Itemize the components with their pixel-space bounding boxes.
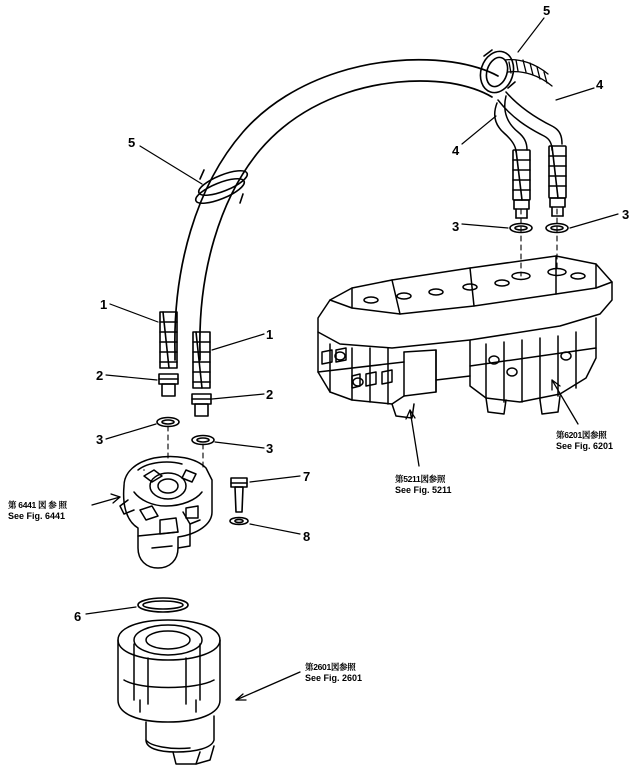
bolt-4-right: [549, 146, 566, 216]
pump-body: [120, 456, 212, 568]
reference-note-6201: [556, 430, 613, 452]
reference-arrows: [92, 380, 578, 700]
bolt-7: [231, 478, 247, 512]
leader-lines: [86, 18, 618, 614]
callout-4-right: 4: [596, 77, 604, 92]
callout-8: 8: [303, 529, 311, 544]
o-ring-6: [138, 598, 188, 612]
nut-left: [159, 374, 178, 396]
nut-right: [192, 394, 211, 416]
bolt-4-left: [513, 150, 530, 218]
reference-note-2601: [305, 662, 362, 684]
callout-4-left: 4: [452, 143, 460, 158]
o-ring-right-pair: [510, 224, 568, 233]
callout-6: 6: [74, 609, 82, 624]
callout-5-top: 5: [543, 3, 551, 18]
callout-2-left: 2: [96, 368, 104, 383]
washer-8: [230, 518, 248, 525]
reference-note-6441: [8, 500, 67, 522]
reference-note-2601-jp: 第2601図参照: [305, 662, 356, 672]
callout-2-right: 2: [266, 387, 274, 402]
assembly-centerlines: [521, 209, 557, 276]
reference-note-5211-en: See Fig. 5211: [395, 484, 452, 495]
hose-arc: [175, 60, 498, 360]
callout-3-right: 3: [622, 207, 630, 222]
reference-note-5211: [395, 474, 452, 496]
callout-3-lower-left: 3: [96, 432, 104, 447]
hose-branch: [495, 92, 562, 152]
reference-note-6201-en: See Fig. 6201: [556, 440, 614, 451]
callout-3-mid: 3: [452, 219, 460, 234]
callout-5-left: 5: [128, 135, 136, 150]
callout-1-right: 1: [266, 327, 274, 342]
callout-3-lower-right: 3: [266, 441, 274, 456]
callout-1-left: 1: [100, 297, 108, 312]
o-ring-left-lower: [192, 436, 214, 445]
tube-right: [193, 332, 210, 388]
corrugated-hose: [505, 60, 552, 86]
callout-7: 7: [303, 469, 311, 484]
reference-note-5211-jp: 第5211図参照: [395, 474, 446, 484]
o-ring-left-upper: [157, 418, 179, 427]
reference-note-2601-en: See Fig. 2601: [305, 672, 363, 683]
control-valve-assembly: [144, 256, 612, 470]
reference-note-6441-jp: 第 6441 図 参 照: [8, 500, 67, 510]
reference-note-6201-jp: 第6201図参照: [556, 430, 607, 440]
reference-note-6441-en: See Fig. 6441: [8, 510, 66, 521]
lower-housing: [118, 620, 220, 764]
left-centerlines: [168, 426, 203, 470]
